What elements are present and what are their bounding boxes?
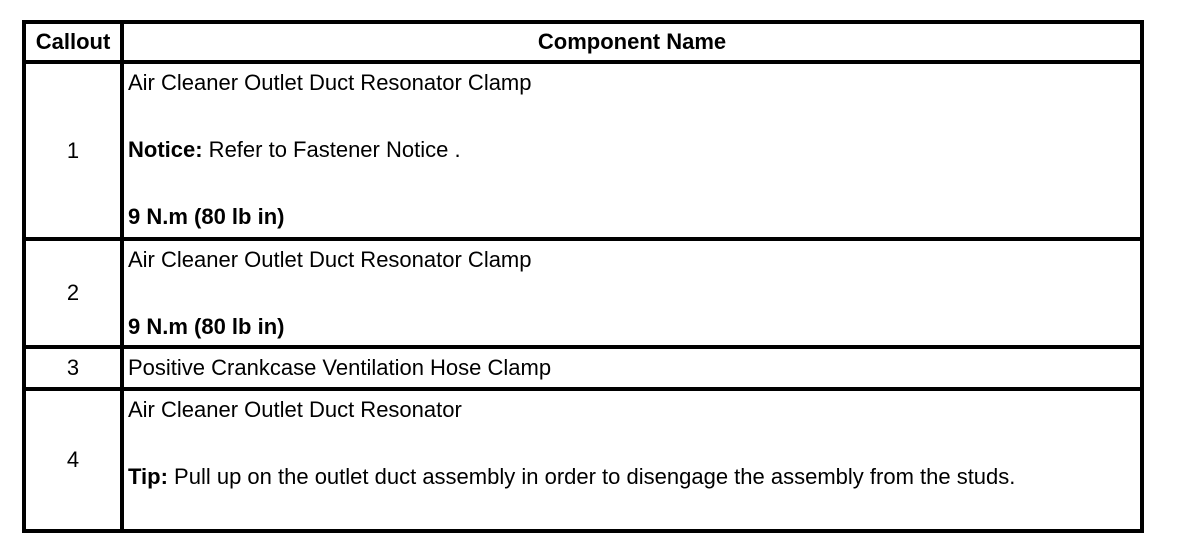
component-name: Air Cleaner Outlet Duct Resonator Clamp (128, 247, 532, 272)
callout-cell: 4 (24, 389, 122, 531)
tip-line (128, 464, 1140, 490)
header-callout: Callout (24, 22, 122, 62)
table-row (24, 389, 1142, 531)
component-name: Air Cleaner Outlet Duct Resonator (128, 397, 462, 422)
component-cell (122, 239, 1142, 347)
component-table (22, 20, 1144, 533)
component-cell (122, 62, 1142, 239)
notice-label: Notice: (128, 137, 203, 162)
tip-text: Pull up on the outlet duct assembly in order to disengage the assembly from the studs. (167, 464, 1016, 489)
component-name: Air Cleaner Outlet Duct Resonator Clamp (128, 70, 532, 95)
table-row (24, 239, 1142, 347)
component-cell (122, 389, 1142, 531)
callout-cell: 3 (24, 347, 122, 389)
table-row (24, 347, 1142, 389)
header-row (24, 22, 1142, 62)
component-name: Positive Crankcase Ventilation Hose Clamp (128, 355, 552, 380)
notice-text: Refer to Fastener Notice . (202, 137, 461, 162)
table-row (24, 62, 1142, 239)
torque-spec: 9 N.m (80 lb in) (128, 204, 285, 229)
callout-cell: 1 (24, 62, 122, 239)
callout-cell: 2 (24, 239, 122, 347)
torque-spec: 9 N.m (80 lb in) (128, 314, 285, 339)
header-component-name: Component Name (122, 22, 1142, 62)
tip-label: Tip: (128, 464, 168, 489)
component-cell (122, 347, 1142, 389)
notice-line (128, 137, 1140, 163)
